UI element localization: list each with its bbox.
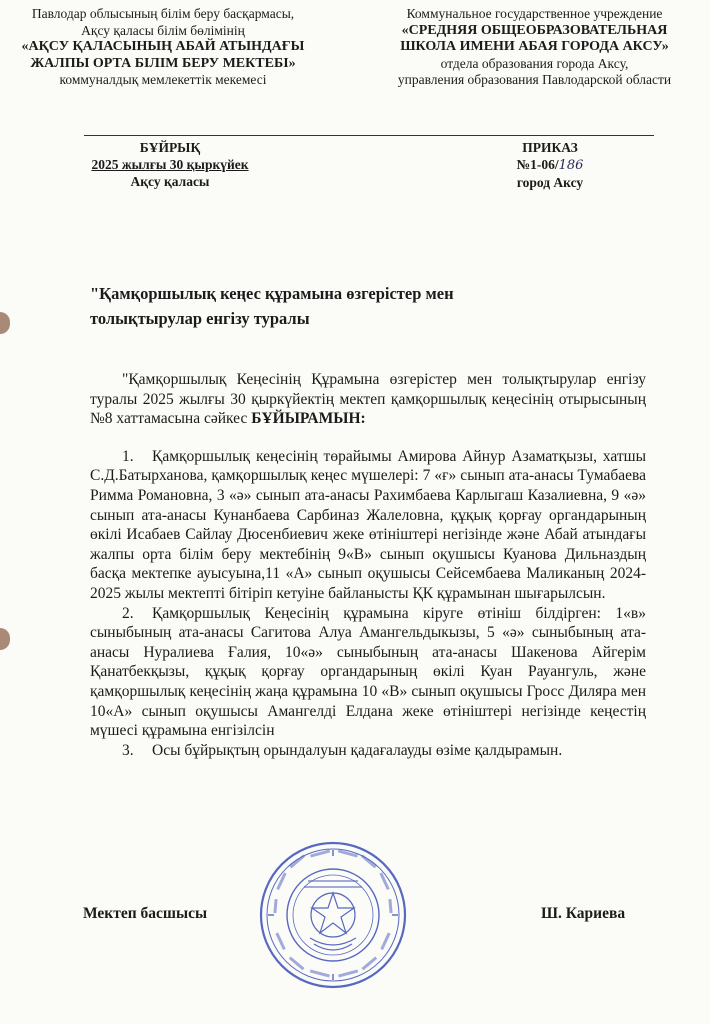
order-number (470, 156, 630, 174)
signature-position: Мектеп басшысы (83, 905, 208, 922)
title-line: толықтырулар енгізу туралы (90, 309, 310, 328)
order-city: Ақсу қаласы (130, 174, 210, 189)
header-right-line: ШКОЛА ИМЕНИ АБАЯ ГОРОДА АКСУ» (400, 39, 669, 54)
header-left-line: Павлодар облысының білім беру басқармасы, (31, 6, 295, 21)
document-title (90, 281, 560, 331)
intro-text: "Қамқоршылық Кеңесінің Құрамына өзгерістер мен толықтырулар енгізу туралы 2025 жылғы 30 қыркүйектің мектеп қамқоршылық кеңесінің отырысының №8 хаттамасына сәйкес (90, 371, 646, 428)
punch-hole (0, 628, 10, 650)
order-number-handwritten: 186 (558, 158, 584, 173)
list-item (90, 447, 646, 604)
document-body (90, 370, 646, 760)
item-number: 3. (122, 741, 134, 759)
header-left-line: ЖАЛПЫ ОРТА БІЛІМ БЕРУ МЕКТЕБІ» (30, 55, 296, 71)
official-stamp-icon (258, 840, 408, 990)
order-date: 2025 жылғы 30 қыркүйек (91, 157, 249, 172)
item-number: 1. (122, 447, 134, 465)
order-block-russian (470, 139, 630, 191)
header-right-line: «СРЕДНЯЯ ОБЩЕОБРАЗОВАТЕЛЬНАЯ (401, 22, 668, 38)
header-left-line: Ақсу қаласы білім бөлімінің (81, 22, 245, 38)
order-title: ПРИКАЗ (522, 140, 578, 155)
item-text: Осы бұйрықтың орындалуын қадағалауды өзіме қалдырамын. (152, 741, 563, 759)
header-right-line: Коммунальное государственное учреждение (406, 6, 663, 21)
item-number: 2. (122, 604, 134, 622)
intro-paragraph (90, 370, 646, 429)
header-right-line: управления образования Павлодарской области (397, 72, 672, 87)
order-city: город Аксу (516, 175, 584, 190)
title-line: "Қамқоршылық кеңес құрамына өзгерістер мен (90, 284, 454, 303)
signature-name: Ш. Кариева (541, 905, 626, 922)
item-text: Қамқоршылық кеңесінің төрайымы Амирова Айнур Азаматқызы, хатшы С.Д.Батырханова, қамқоршылық кеңес мүшелері: 7 «ғ» сынып ата-анасы Тумабаева Римма Романовна, 3 «ә» сынып ата-анасы Рахимбаева Карлыгаш Казалиевна, 9 «ә» сынып ата-анасы Кунанбаева Сарбиназ Жалеловна, құқық қорғау органдарының өкілі Исабаев Сайлау Дюсенбиевич жеке өтініштері негізінде және Абай атындағы жалпы орта білім беру мектебінің 9«В» сынып оқушысы Куанова Дильназдың басқа мектепке ауысуына,11 «А» сынып оқушысы Сейсембаева Маликаның 2024-2025 жылы мектепті бітіріп кетуіне байланысты ҚК құрамынан шығарылсын. (90, 447, 646, 602)
list-item (90, 604, 646, 741)
header-russian (362, 6, 707, 89)
header-left-line: «АҚСУ ҚАЛАСЫНЫҢ АБАЙ АТЫНДАҒЫ (21, 39, 305, 54)
header-left-line: коммуналдық мемлекеттік мекемесі (59, 72, 267, 87)
item-text: Қамқоршылық Кеңесінің құрамына кіруге өтініш білдірген: 1«в» сыныбының ата-анасы Сагитова Алуа Амангельдыкызы, 5 «ә» сыныбының ата-анасы Нуралиева Ғалия, 10«ә» сыныбының ата-анасы Шакенова Айгерім Қанатбекқызы, құқық қорғау органдарының өкілі Куан Рауангуль, және қамқоршылық кеңесінің жаңа құрамына 10 «В» сынып оқушысы Гросс Диляра мен 10«А» сынып оқушысы Амангелді Елдана жеке өтініштері негізінде кеңестің мүшесі құрамына енгізілсін (90, 604, 646, 740)
header-divider (84, 135, 654, 136)
header-right-line: отдела образования города Аксу, (440, 55, 629, 71)
intro-bold: БҰЙЫРАМЫН: (251, 410, 366, 428)
order-title: БҰЙРЫҚ (139, 140, 201, 155)
list-item (90, 741, 646, 761)
order-number-prefix: №1-06/ (516, 157, 559, 172)
punch-hole (0, 312, 10, 334)
order-block-kazakh (40, 139, 300, 190)
header-kazakh (2, 6, 324, 89)
